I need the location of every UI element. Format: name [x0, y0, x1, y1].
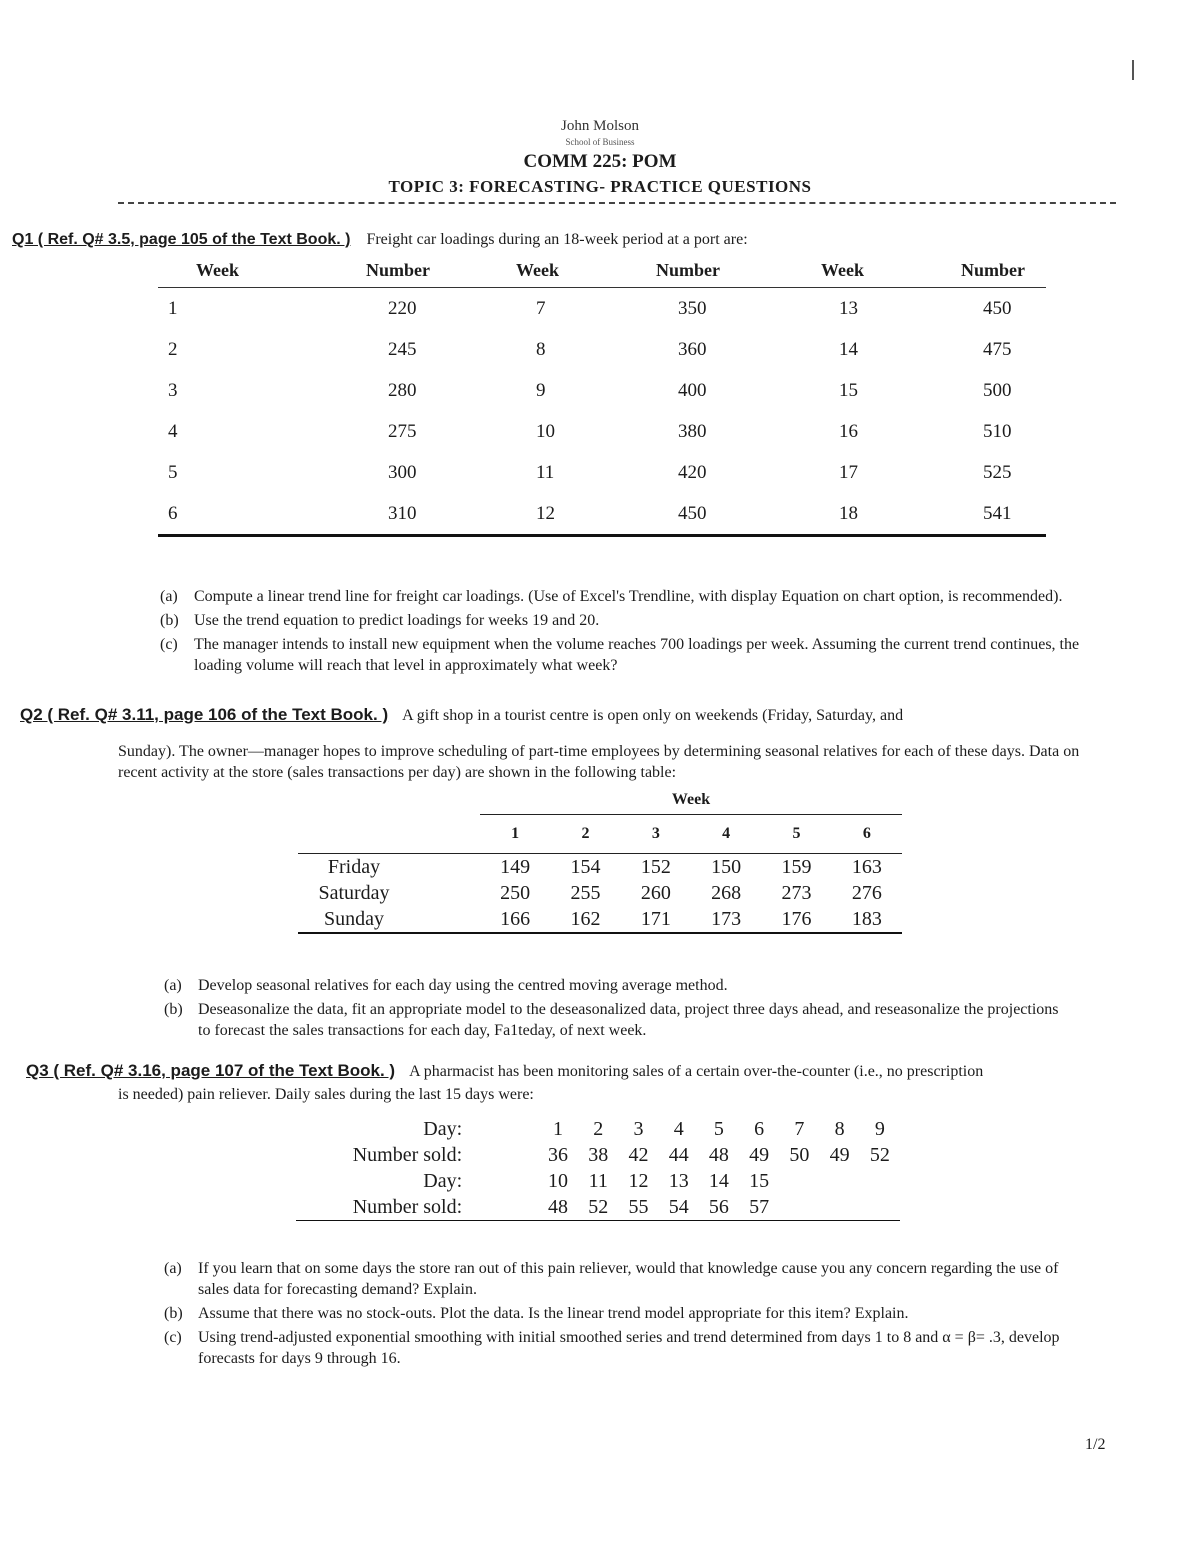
- question-part: [164, 999, 1064, 1041]
- table-cell: 56: [699, 1194, 739, 1221]
- table-cell: 273: [781, 881, 812, 904]
- table-cell: 38: [588, 1143, 609, 1166]
- table-cell: 250: [500, 881, 531, 904]
- table-cell: 510: [983, 420, 1012, 442]
- school-subtitle: School of Business: [565, 137, 635, 147]
- q2-intro-first: A gift shop in a tourist centre is open only on weekends (Friday, Saturday, and: [402, 707, 904, 724]
- day-label: Sunday: [298, 906, 480, 933]
- question-part: [160, 586, 1080, 607]
- table-cell: [779, 1168, 819, 1194]
- day-label: Saturday: [318, 881, 390, 904]
- table-cell: 52: [869, 1143, 890, 1166]
- q1-col-week-3: Week: [821, 256, 961, 288]
- table-cell: 36: [548, 1143, 569, 1166]
- table-cell: 18: [821, 493, 961, 536]
- q3-parts: [164, 1258, 1064, 1372]
- table-row: [298, 854, 902, 881]
- table-cell: 48: [708, 1143, 729, 1166]
- table-cell: 420: [678, 461, 707, 483]
- question-part: [164, 1258, 1064, 1300]
- q3-intro: is needed) pain reliever. Daily sales during the last 15 days were:: [118, 1086, 534, 1103]
- table-cell: 450: [983, 297, 1012, 319]
- table-cell: 176: [761, 906, 831, 933]
- table-cell: 6: [754, 1117, 765, 1140]
- table-cell: 17: [839, 461, 858, 483]
- table-cell: 2: [593, 1117, 604, 1140]
- table-cell: 55: [618, 1194, 658, 1221]
- table-cell: 154: [570, 855, 601, 878]
- table-cell: 525: [983, 461, 1012, 483]
- table-cell: 5: [168, 461, 178, 483]
- week-number: 6: [832, 815, 902, 854]
- q2-heading: Q2 ( Ref. Q# 3.11, page 106 of the Text Book. ): [20, 705, 389, 724]
- part-tag: (a): [160, 588, 178, 605]
- table-cell: 500: [983, 379, 1012, 401]
- part-text: Assume that there was no stock-outs. Plot the data. Is the linear trend model appropriate for this item? Explain.: [198, 1305, 909, 1322]
- q1-heading: Q1 ( Ref. Q# 3.5, page 105 of the Text Book. ): [12, 231, 351, 248]
- table-cell: 275: [388, 420, 417, 442]
- part-tag: (a): [164, 1260, 182, 1277]
- table-cell: 3: [633, 1117, 644, 1140]
- table-cell: 280: [388, 379, 417, 401]
- q2-week-numbers: [298, 815, 902, 854]
- q1-parts: [160, 586, 1080, 679]
- q1-table-header: [158, 256, 1046, 288]
- part-text: Using trend-adjusted exponential smoothing with initial smoothed series and trend determined from days 1 to 8 and α = β= .3, develop forecasts for days 9 through 16.: [198, 1329, 1060, 1367]
- table-cell: 2: [168, 338, 178, 360]
- table-cell: 12: [516, 493, 656, 536]
- q1-col-week-1: Week: [158, 256, 366, 288]
- table-cell: 11: [588, 1169, 608, 1192]
- table-cell: 163: [851, 855, 882, 878]
- q1-intro: Freight car loadings during an 18-week period at a port are:: [366, 231, 748, 248]
- course-title: COMM 225: POM: [523, 151, 677, 172]
- part-tag: (b): [160, 612, 179, 629]
- table-cell: 260: [640, 881, 671, 904]
- school-name: John Molson: [561, 118, 639, 134]
- q1-col-number-2: Number: [656, 256, 821, 288]
- table-cell: 380: [678, 420, 707, 442]
- table-cell: 220: [388, 297, 417, 319]
- table-cell: [819, 1168, 859, 1194]
- table-cell: 57: [739, 1194, 779, 1221]
- table-cell: 48: [538, 1194, 578, 1221]
- table-row: [296, 1168, 900, 1194]
- table-cell: 150: [711, 855, 742, 878]
- question-part: [164, 1303, 1064, 1324]
- part-text: Develop seasonal relatives for each day using the centred moving average method.: [198, 977, 728, 994]
- table-cell: 173: [691, 906, 761, 933]
- table-cell: 4: [673, 1117, 684, 1140]
- table-cell: 7: [794, 1117, 805, 1140]
- table-cell: 10: [548, 1169, 569, 1192]
- row-label: Number sold:: [352, 1143, 463, 1166]
- row-label: Number sold:: [296, 1194, 480, 1221]
- question-part: [164, 975, 1064, 996]
- q1-col-number-1: Number: [366, 256, 516, 288]
- q3-heading-block: [26, 1060, 1084, 1082]
- table-row: [158, 329, 1046, 370]
- part-tag: (a): [164, 977, 182, 994]
- table-cell: 13: [668, 1169, 689, 1192]
- table-cell: 360: [678, 338, 707, 360]
- table-cell: 152: [640, 855, 671, 878]
- table-cell: 12: [628, 1169, 649, 1192]
- table-row: [158, 288, 1046, 330]
- table-cell: [860, 1168, 900, 1194]
- table-cell: [860, 1194, 900, 1221]
- table-cell: 9: [874, 1117, 885, 1140]
- table-cell: 8: [834, 1117, 845, 1140]
- part-tag: (b): [164, 1305, 183, 1322]
- table-cell: 15: [749, 1169, 770, 1192]
- q1-table: [158, 256, 1046, 537]
- table-cell: 1: [168, 297, 178, 319]
- table-cell: 16: [839, 420, 858, 442]
- part-text: Deseasonalize the data, fit an appropriate model to the deseasonalized data, project three days ahead, and reseasonalize the projections to forecast the sales transactions for each day, Fa1teday, of next week.: [198, 1001, 1059, 1039]
- table-cell: 541: [961, 493, 1046, 536]
- table-row: [298, 880, 902, 906]
- part-tag: (c): [160, 636, 178, 653]
- table-cell: 300: [388, 461, 417, 483]
- week-number: 3: [621, 815, 691, 854]
- table-cell: [779, 1194, 819, 1221]
- table-cell: 159: [781, 855, 812, 878]
- table-cell: 14: [839, 338, 858, 360]
- page-number: 1/2: [1085, 1436, 1106, 1453]
- q1-col-number-3: Number: [961, 256, 1046, 288]
- table-cell: 49: [749, 1143, 770, 1166]
- row-label: Day:: [423, 1117, 463, 1140]
- topic-title: TOPIC 3: FORECASTING- PRACTICE QUESTIONS: [388, 177, 812, 196]
- table-cell: 268: [711, 881, 742, 904]
- header-divider: [118, 202, 1116, 204]
- table-cell: 15: [839, 379, 858, 401]
- week-number: 5: [761, 815, 831, 854]
- table-cell: 350: [678, 297, 707, 319]
- q2-table: [298, 786, 902, 934]
- table-cell: 52: [578, 1194, 618, 1221]
- table-cell: 162: [550, 906, 620, 933]
- table-row: [158, 493, 1046, 536]
- table-cell: 13: [839, 297, 858, 319]
- table-row: [296, 1194, 900, 1221]
- table-cell: 50: [789, 1143, 810, 1166]
- table-cell: 450: [656, 493, 821, 536]
- part-tag: (c): [164, 1329, 182, 1346]
- part-text: Compute a linear trend line for freight car loadings. (Use of Excel's Trendline, with display Equation on chart option, is recommended).: [194, 588, 1063, 605]
- table-row: [296, 1142, 900, 1168]
- table-cell: 6: [158, 493, 366, 536]
- week-number: 4: [691, 815, 761, 854]
- table-cell: 54: [659, 1194, 699, 1221]
- q3-table: [296, 1116, 900, 1221]
- table-cell: 1: [553, 1117, 564, 1140]
- table-cell: 44: [668, 1143, 689, 1166]
- q2-week-label: Week: [480, 786, 902, 815]
- table-cell: 8: [536, 338, 546, 360]
- table-cell: 3: [168, 379, 178, 401]
- table-cell: 400: [678, 379, 707, 401]
- part-tag: (b): [164, 1001, 183, 1018]
- table-cell: 42: [628, 1143, 649, 1166]
- table-cell: 276: [851, 881, 882, 904]
- table-row: [296, 1116, 900, 1142]
- question-part: [164, 1327, 1064, 1369]
- table-cell: 183: [832, 906, 902, 933]
- q1-heading-line: [12, 229, 1112, 250]
- table-cell: [819, 1194, 859, 1221]
- table-cell: 475: [983, 338, 1012, 360]
- row-label: Day:: [423, 1169, 463, 1192]
- part-text: If you learn that on some days the store ran out of this pain reliever, would that knowledge cause you any concern regarding the use of sales data for forecasting demand? Explain.: [198, 1260, 1059, 1298]
- table-row: [158, 370, 1046, 411]
- scan-mark: [1132, 60, 1134, 80]
- q1-col-week-2: Week: [516, 256, 656, 288]
- table-cell: 9: [536, 379, 546, 401]
- table-cell: 7: [536, 297, 546, 319]
- table-cell: 310: [366, 493, 516, 536]
- table-row: [158, 452, 1046, 493]
- question-part: [160, 610, 1080, 631]
- table-cell: 4: [168, 420, 178, 442]
- table-cell: 255: [570, 881, 601, 904]
- q3-intro-first: A pharmacist has been monitoring sales of a certain over-the-counter (i.e., no prescription: [409, 1063, 984, 1080]
- table-cell: 5: [713, 1117, 724, 1140]
- table-cell: 166: [480, 906, 550, 933]
- table-row: [298, 906, 902, 933]
- part-text: Use the trend equation to predict loadings for weeks 19 and 20.: [194, 612, 600, 629]
- table-cell: 10: [536, 420, 555, 442]
- q3-heading: Q3 ( Ref. Q# 3.16, page 107 of the Text Book. ): [26, 1061, 396, 1080]
- table-row: [158, 411, 1046, 452]
- week-number: 2: [550, 815, 620, 854]
- week-number: 1: [480, 815, 550, 854]
- part-text: The manager intends to install new equipment when the volume reaches 700 loadings per week. Assuming the current trend continues, the loading volume will reach that level in approximately what week?: [194, 636, 1080, 674]
- table-cell: 14: [708, 1169, 729, 1192]
- day-label: Friday: [327, 855, 381, 878]
- table-cell: 171: [621, 906, 691, 933]
- q2-parts: [164, 975, 1064, 1044]
- question-part: [160, 634, 1080, 676]
- table-cell: 49: [829, 1143, 850, 1166]
- table-cell: 149: [500, 855, 531, 878]
- table-cell: 11: [536, 461, 555, 483]
- q2-intro: Sunday). The owner—manager hopes to improve scheduling of part-time employees by determining seasonal relatives for each of these days. Data on recent activity at the store (sales transactions per day) are shown in the following table:: [118, 743, 1080, 781]
- table-cell: 245: [388, 338, 417, 360]
- q2-heading-block: [20, 704, 1084, 726]
